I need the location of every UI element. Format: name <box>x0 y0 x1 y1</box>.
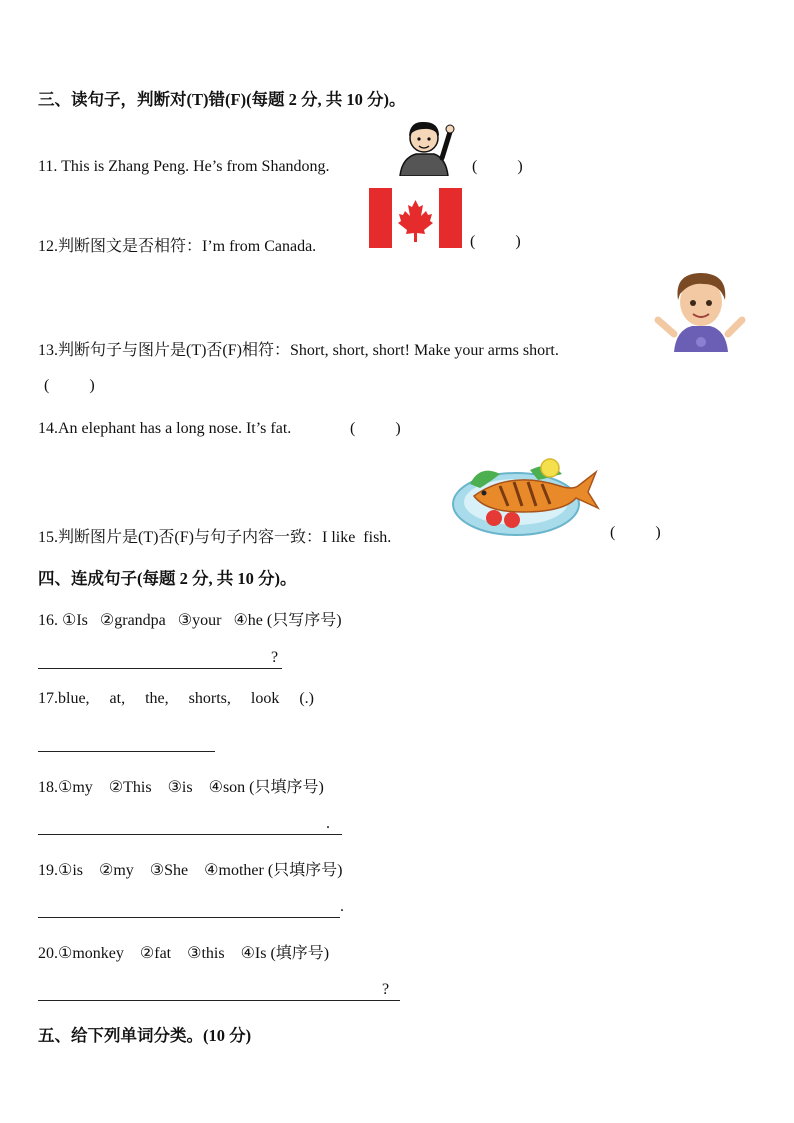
section4-heading: 四、连成句子(每题 2 分, 共 10 分)。 <box>38 569 297 588</box>
canada-flag-image <box>369 188 462 248</box>
answer-line-17[interactable] <box>38 751 215 752</box>
section3-heading: 三、读句子，判断对(T)错(F)(每题 2 分, 共 10 分)。 <box>38 90 406 109</box>
boy-waving-image <box>394 118 456 176</box>
answer-parens-13[interactable]: ( ) <box>44 377 95 394</box>
answer-parens-15[interactable]: ( ) <box>610 524 661 541</box>
section5-heading: 五、给下列单词分类。(10 分) <box>38 1026 252 1045</box>
answer-parens-12[interactable]: ( ) <box>470 233 521 250</box>
boy-shrugging-image <box>652 270 748 352</box>
answer-line-16[interactable] <box>38 668 282 669</box>
question-15-text: 15.判断图片是(T)否(F)与句子内容一致：I like fish. <box>38 529 392 546</box>
fish-dish-image <box>450 456 600 538</box>
answer-line-18[interactable] <box>38 834 342 835</box>
answer-parens-14[interactable]: ( ) <box>350 420 401 437</box>
question-19-text: 19.①is ②my ③She ④mother (只填序号) <box>38 862 343 879</box>
question-12-text: 12.判断图文是否相符：I’m from Canada. <box>38 238 317 255</box>
question-16-text: 16. ①Is ②grandpa ③your ④he (只写序号) <box>38 612 342 629</box>
answer-line-20-end: ? <box>382 981 390 998</box>
answer-line-20[interactable] <box>38 1000 400 1001</box>
answer-line-19-end: . <box>340 898 344 915</box>
question-18-text: 18.①my ②This ③is ④son (只填序号) <box>38 779 324 796</box>
answer-parens-11[interactable]: ( ) <box>472 158 523 175</box>
answer-line-18-end: . <box>326 815 330 832</box>
question-20-text: 20.①monkey ②fat ③this ④Is (填序号) <box>38 945 330 962</box>
question-13-text: 13.判断句子与图片是(T)否(F)相符：Short, short, short! Make your arms short. <box>38 342 559 359</box>
answer-line-19[interactable] <box>38 917 340 918</box>
question-17-text: 17.blue, at, the, shorts, look (.) <box>38 690 314 707</box>
answer-line-16-end: ? <box>271 649 279 666</box>
question-11-text: 11. This is Zhang Peng. He’s from Shandong. <box>38 158 330 175</box>
question-14-text: 14.An elephant has a long nose. It’s fat. <box>38 420 292 437</box>
